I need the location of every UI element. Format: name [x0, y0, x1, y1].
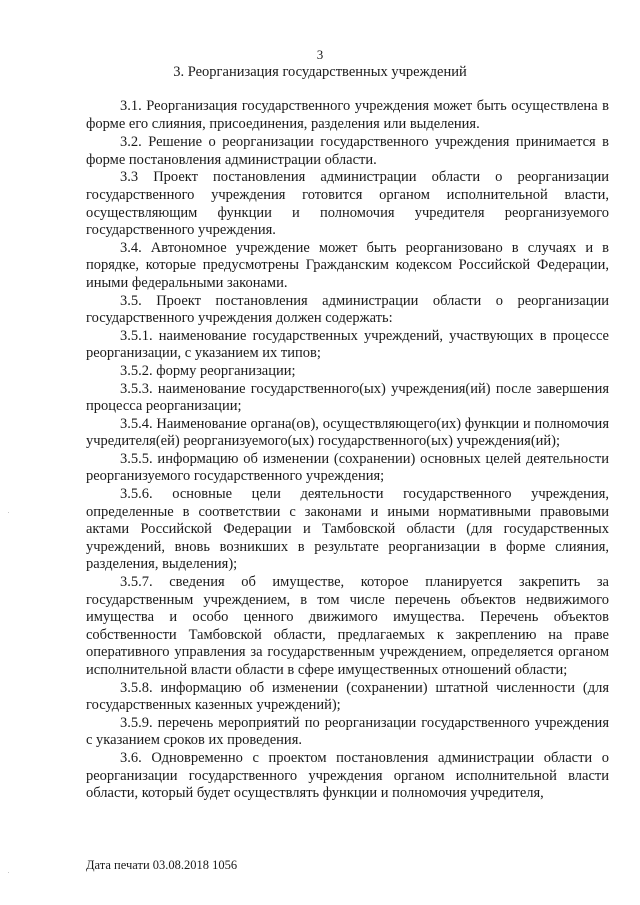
- paragraph-3-5-3: 3.5.3. наименование государственного(ых) учреждения(ий) после завершения процесса реорганизации;: [86, 380, 609, 415]
- paragraph-3-1: 3.1. Реорганизация государственного учреждения может быть осуществлена в форме его слияния, присоединения, разделения или выделения.: [86, 98, 609, 132]
- paragraph-3-5-6: 3.5.6. основные цели деятельности государственного учреждения, определенные в соответствии с законами и иными нормативными правовыми актами Российской Федерации и Тамбовской области (для государственных учреждений, вновь возникших в результате реорганизации в форме слияния, разделения, выделения);: [86, 486, 609, 573]
- scan-artifact: [8, 872, 9, 873]
- paragraph-3-6: 3.6. Одновременно с проектом постановления администрации области о реорганизации государственного учреждения органом исполнительной власти области, который будет осуществлять функции и полномочия учредителя,: [86, 749, 609, 802]
- paragraph-3-5-9: 3.5.9. перечень мероприятий по реорганизации государственного учреждения с указанием сроков их проведения.: [86, 714, 609, 749]
- paragraph-3-5: 3.5. Проект постановления администрации области о реорганизации государственного учреждения должен содержать:: [86, 292, 609, 327]
- paragraph-3-5-7: 3.5.7. сведения об имуществе, которое планируется закрепить за государственным учреждением, в том числе перечень объектов недвижимого имущества и особо ценного движимого имущества. Перечень объектов собственности Тамбовской области, предлагаемых к закреплению на праве оперативного управления за государственным учреждением, определяется органом исполнительной власти области в сфере имущественных отношений области;: [86, 574, 609, 678]
- print-date: Дата печати 03.08.2018 1056: [86, 858, 238, 872]
- page-number: 3: [316, 47, 324, 62]
- section-heading: 3. Реорганизация государственных учреждений: [173, 64, 467, 80]
- document-body: [86, 98, 609, 803]
- paragraph-3-2: 3.2. Решение о реорганизации государственного учреждения принимается в форме постановления администрации области.: [86, 134, 609, 168]
- paragraph-3-4: 3.4. Автономное учреждение может быть реорганизовано в случаях и в порядке, которые предусмотрены Гражданским кодексом Российской Федерации, иными федеральными законами.: [86, 239, 609, 291]
- paragraph-3-3: 3.3 Проект постановления администрации области о реорганизации государственного учреждения готовится органом исполнительной власти, осуществляющим функции и полномочия учредителя реорганизуемого государственного учреждения.: [86, 169, 609, 239]
- paragraph-3-5-4: 3.5.4. Наименование органа(ов), осуществляющего(их) функции и полномочия учредителя(ей) реорганизуемого(ых) государственного(ых) учреждения(ий);: [86, 415, 609, 450]
- scan-artifact: [8, 512, 9, 513]
- paragraph-3-5-2: 3.5.2. форму реорганизации;: [120, 362, 296, 379]
- paragraph-3-5-8: 3.5.8. информацию об изменении (сохранении) штатной численности (для государственных казенных учреждений);: [86, 679, 609, 714]
- paragraph-3-5-5: 3.5.5. информацию об изменении (сохранении) основных целей деятельности реорганизуемого государственного учреждения;: [86, 450, 609, 485]
- paragraph-3-5-1: 3.5.1. наименование государственных учреждений, участвующих в процессе реорганизации, с указанием их типов;: [86, 327, 609, 362]
